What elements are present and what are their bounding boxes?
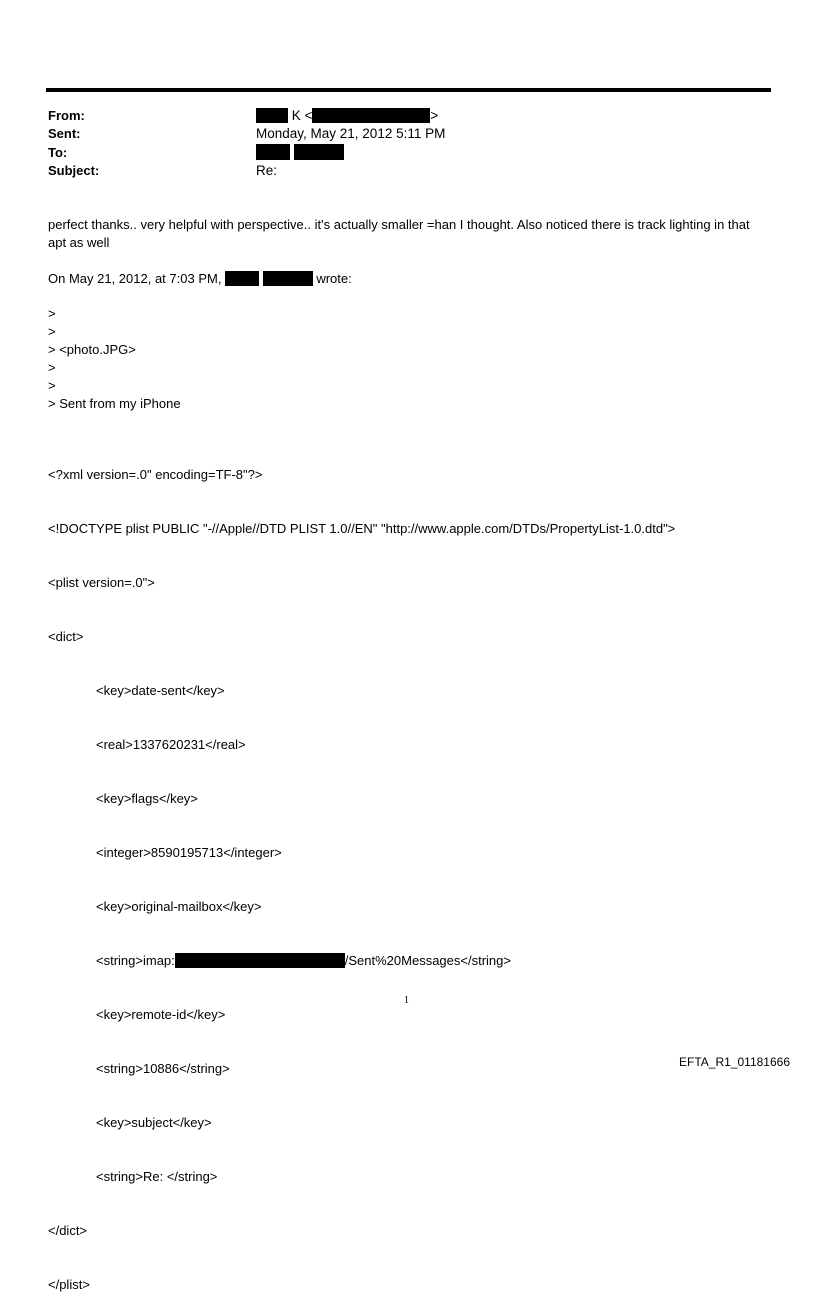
plist-entry: <key>date-sent</key>: [96, 683, 225, 698]
redaction-box: [263, 271, 313, 286]
plist-open: <plist version=.0">: [48, 575, 155, 590]
subject-label: Subject:: [48, 163, 100, 178]
quote-intro: [48, 270, 352, 288]
from-value: [256, 107, 438, 125]
plist-close: </plist>: [48, 1277, 90, 1292]
page-number: 1: [404, 995, 409, 1006]
dict-close: </dict>: [48, 1223, 88, 1238]
quoted-block: [48, 305, 181, 413]
redaction-box: [225, 271, 259, 286]
to-value: [256, 144, 344, 162]
plist-entry: <string>10886</string>: [96, 1061, 230, 1076]
redaction-box: [294, 144, 344, 160]
quoted-line: > Sent from my iPhone: [48, 396, 181, 411]
subject-value: Re:: [256, 163, 278, 178]
imap-start: <string>imap:: [96, 953, 175, 968]
quoted-line: > <photo.JPG>: [48, 342, 136, 357]
quoted-line: >: [48, 360, 56, 375]
imap-end: /Sent%20Messages</string>: [344, 953, 511, 968]
from-value-mid: K <: [291, 108, 313, 123]
plist-entry: <key>flags</key>: [96, 791, 198, 806]
plist-entry: <key>remote-id</key>: [96, 1007, 226, 1022]
dict-open: <dict>: [48, 629, 84, 644]
redaction-box: [256, 108, 288, 123]
plist-imap-entry: [48, 952, 675, 970]
plist-block: [48, 430, 675, 1312]
plist-entry: <key>original-mailbox</key>: [96, 899, 262, 914]
to-label: To:: [48, 145, 68, 160]
plist-entry: <string>Re: </string>: [96, 1169, 218, 1184]
quoted-line: >: [48, 378, 56, 393]
quoted-line: >: [48, 324, 56, 339]
header-rule: [46, 88, 771, 92]
from-label: From:: [48, 108, 85, 123]
bates-number: EFTA_R1_01181666: [679, 1055, 790, 1069]
redaction-box: [312, 108, 430, 123]
redaction-box: [175, 953, 345, 968]
plist-entry: <real>1337620231</real>: [96, 737, 246, 752]
from-value-end: >: [430, 108, 439, 123]
xml-declaration: <?xml version=.0" encoding=TF-8"?>: [48, 467, 263, 482]
quote-intro-start: On May 21, 2012, at 7:03 PM,: [48, 271, 222, 286]
quoted-line: >: [48, 306, 56, 321]
redaction-box: [256, 144, 290, 160]
message-paragraph: perfect thanks.. very helpful with perspective.. it's actually smaller =han I thought. Also noticed there is track lighting in that apt as well: [48, 217, 750, 250]
quote-intro-end: wrote:: [316, 271, 352, 286]
plist-entry: <integer>8590195713</integer>: [96, 845, 282, 860]
sent-label: Sent:: [48, 126, 81, 141]
sent-value: Monday, May 21, 2012 5:11 PM: [256, 126, 446, 141]
plist-entry: <key>subject</key>: [96, 1115, 212, 1130]
doctype-line: <!DOCTYPE plist PUBLIC "-//Apple//DTD PLIST 1.0//EN" "http://www.apple.com/DTDs/PropertyList-1.0.dtd">: [48, 521, 676, 536]
